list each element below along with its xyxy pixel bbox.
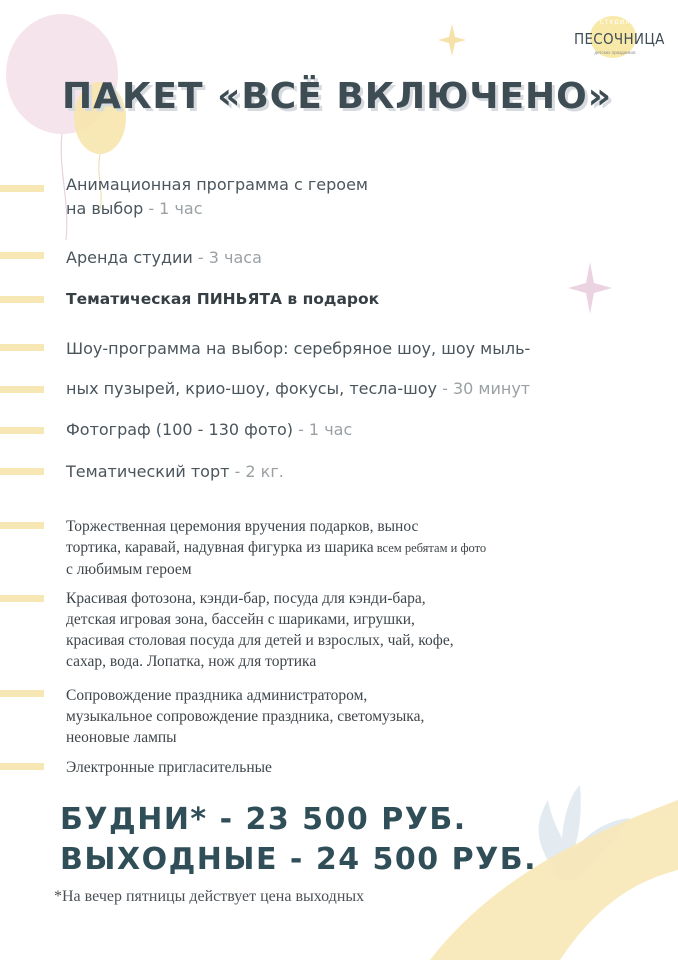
item-text: Тематический торт (66, 462, 235, 481)
item-duration: - 3 часа (197, 248, 262, 267)
price-weekend: ВЫХОДНЫЕ - 24 500 РУБ. (60, 842, 537, 877)
detail-line: неоновые лампы (66, 729, 177, 746)
sparkle-icon (568, 262, 612, 314)
item-text: Аренда студии (66, 248, 198, 267)
item-duration: - 1 час (143, 199, 203, 218)
detail-line-text: тортика, каравай, надувная фигурка из шарика (66, 539, 374, 556)
detail-line: с любимым героем (66, 561, 192, 578)
sparkle-icon (438, 24, 466, 56)
item-text: на выбор (66, 199, 144, 218)
item-show-line2 (66, 379, 530, 398)
item-text: ных пузырей, крио-шоу, фокусы, тесла-шоу (66, 379, 443, 398)
detail-line: Сопровождение праздника администратором, (66, 687, 368, 704)
logo-tagline: детских праздников (594, 50, 636, 55)
item-animation (66, 175, 368, 194)
item-text: Тематическая ПИНЬЯТА в подарок (66, 290, 380, 308)
detail-photozone (66, 588, 454, 672)
detail-admin (66, 685, 424, 748)
item-pinata (66, 290, 379, 308)
item-text: Анимационная программа с героем (66, 175, 368, 194)
detail-invitations (66, 757, 272, 778)
bullet-bars (0, 185, 44, 770)
detail-ceremony (66, 516, 486, 580)
detail-line: Торжественная церемония вручения подарков, вынос (66, 518, 419, 535)
page-title: ПАКЕТ «ВСЁ ВКЛЮЧЕНО» (62, 76, 613, 117)
item-weight: - 2 кг. (234, 462, 284, 481)
detail-line: детская игровая зона, бассейн с шариками, игрушки, (66, 611, 415, 628)
footnote: *На вечер пятницы действует цена выходных (54, 888, 365, 905)
detail-line: красивая столовая посуда для детей и взрослых, чай, кофе, (66, 632, 454, 649)
price-weekday: БУДНИ* - 23 500 РУБ. (60, 802, 467, 837)
item-photographer (66, 420, 352, 439)
detail-line: музыкальное сопровождение праздника, светомузыка, (66, 708, 425, 725)
item-animation-line2 (66, 199, 203, 218)
item-text: Шоу-программа на выбор: серебряное шоу, шоу мыль- (66, 339, 531, 358)
item-text: Фотограф (100 - 130 фото) (66, 420, 299, 439)
item-studio-rent (66, 248, 262, 267)
detail-line-small: всем ребятам и фото (373, 541, 487, 555)
item-cake (66, 462, 284, 481)
studio-logo (574, 16, 665, 64)
logo-studio: СТУДИЯ (599, 19, 631, 26)
detail-line (66, 537, 486, 559)
logo-name: ПЕСОЧНИЦА (574, 30, 665, 48)
item-show (66, 339, 530, 358)
detail-line: сахар, вода. Лопатка, нож для тортика (66, 653, 317, 670)
detail-line: Красивая фотозона, кэнди-бар, посуда для кэнди-бара, (66, 590, 426, 607)
item-duration: - 30 минут (442, 379, 531, 398)
detail-line: Электронные пригласительные (66, 759, 272, 776)
item-duration: - 1 час (298, 420, 353, 439)
